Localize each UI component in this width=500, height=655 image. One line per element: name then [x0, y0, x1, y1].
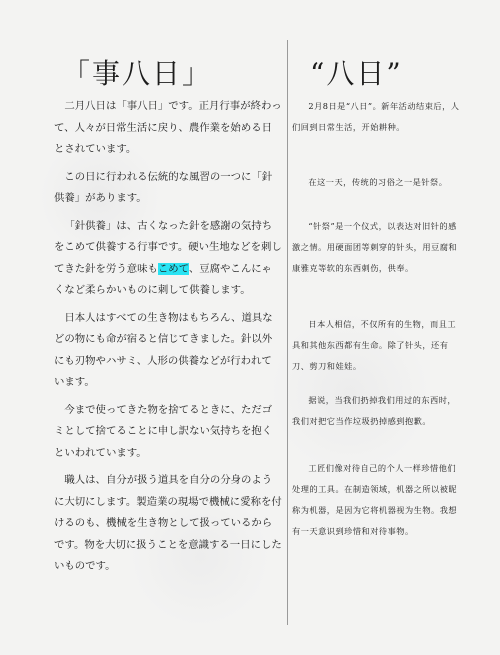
chinese-paragraph-4: 日本人相信，不仅所有的生物，而且工具和其他东西都有生命。除了针头，还有刀、剪刀和娃娃。	[292, 319, 457, 371]
chinese-title: “八日”	[310, 57, 403, 90]
japanese-paragraph-4: 日本人はすべての生き物はもちろん、道具などの物にも命が宿ると信じてきました。針以外にも刃物やハサミ、人形の供養などが行われています。	[54, 311, 273, 388]
chinese-paragraph-1: 2月8日是“八日”。新年活动结束后，人们回到日常生活，开始耕种。	[292, 101, 460, 132]
japanese-paragraph-2: この日に行われる伝統的な風習の一つに「針供養」があります。	[54, 170, 273, 204]
japanese-paragraph-3	[54, 216, 282, 302]
japanese-paragraph-3-start: 「針供養」は、古くなった針を感謝の気持ちをこめて供養する行事です。硬い生地などを刺してきた針を労う意味も	[54, 219, 282, 275]
japanese-paragraph-6: 職人は、自分が扱う道具を自分の分身のように大切にします。製造業の現場で機械に愛称を付けるのも、機械を生き物として扱っているからです。物を大切に扱うことを意識する一日にしたいものです。	[54, 474, 282, 572]
japanese-title: 「事八日」	[62, 57, 213, 90]
japanese-paragraph-1: 二月八日は「事八日」です。正月行事が終わって、人々が日常生活に戻り、農作業を始める日とされています。	[54, 100, 282, 155]
chinese-paragraph-6: 工匠们像对待自己的个人一样珍惜他们处理的工具。在制造领域，机器之所以被昵称为机器，是因为它将机器视为生物。我想有一天意识到珍惜和对待事物。	[292, 463, 458, 536]
japanese-paragraph-5: 今まで使ってきた物を捨てるときに、ただゴミとして捨てることに申し訳ない気持ちを抱くといわれています。	[54, 403, 273, 459]
chinese-paragraph-3: “针祭”是一个仪式，以表达对旧针的感激之情。用硬面团等刺穿的针头，用豆腐和康雅克等软的东西刺伤，供奉。	[292, 221, 458, 273]
column-divider	[287, 40, 288, 625]
chinese-paragraph-5: 据说，当我们扔掉我们用过的东西时，我们对把它当作垃圾扔掉感到抱歉。	[292, 395, 457, 426]
japanese-column	[54, 96, 282, 584]
chinese-paragraph-2: 在这一天，传统的习俗之一是针祭。	[308, 177, 448, 187]
highlighted-text[interactable]: こめて	[157, 262, 189, 275]
japanese-paragraph-3-end: 、豆腐やこんにゃくなど柔らかいものに刺して供養します。	[54, 262, 272, 296]
